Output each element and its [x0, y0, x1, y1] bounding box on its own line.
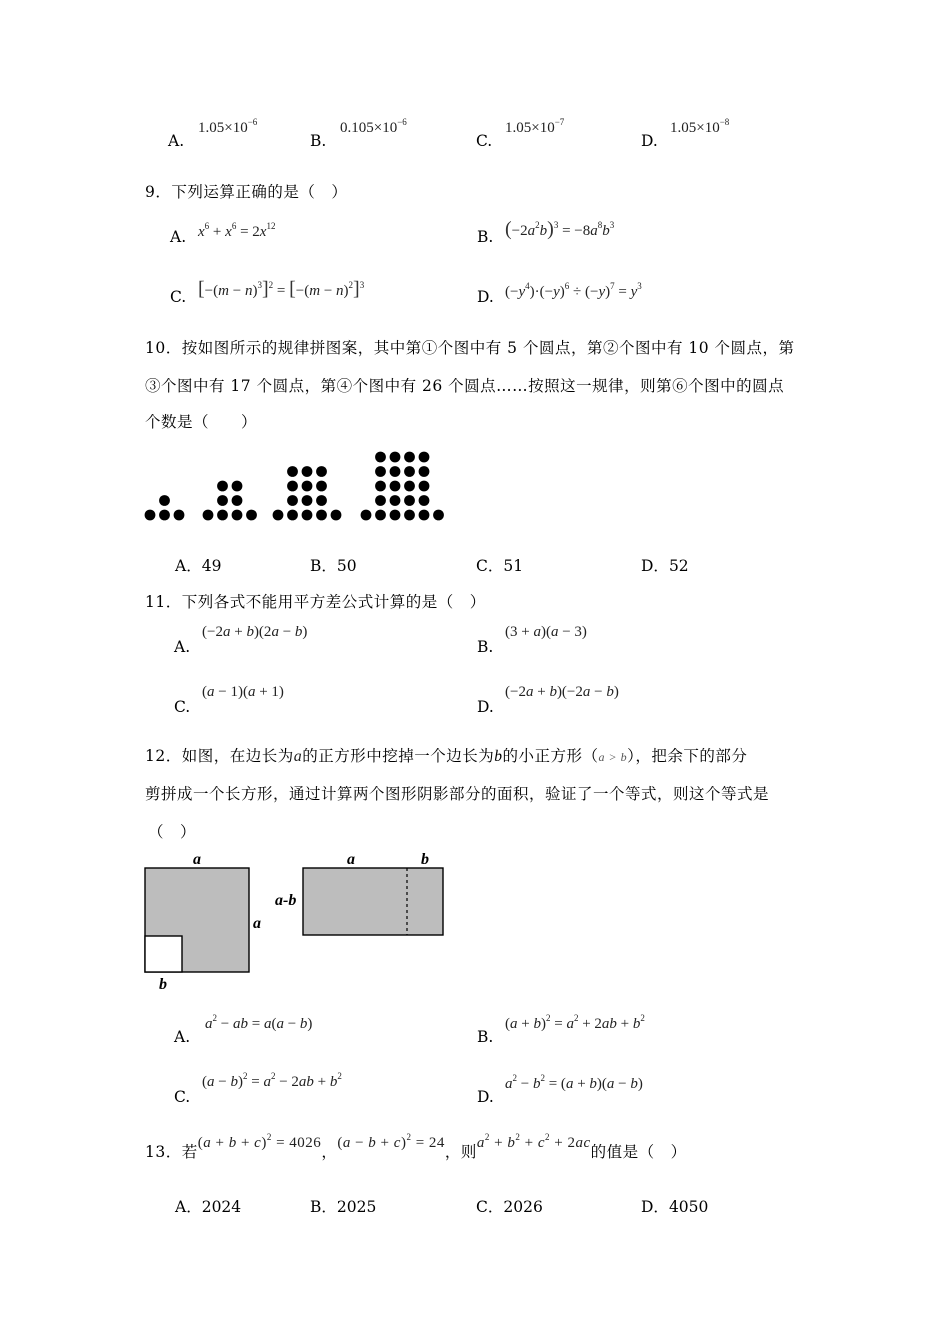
q10-dot: [316, 510, 327, 521]
q10-dot: [390, 481, 401, 492]
q8-option-d-expr: $1.05\times 10^{-8}$: [670, 117, 730, 136]
q9-option-c-expr: $[-(m - n)^3]^2 = [-(m - n)^2]^3$: [198, 278, 365, 300]
q10-dot: [287, 510, 298, 521]
q10-dot: [302, 510, 313, 521]
q10-dot: [302, 495, 313, 506]
q12-option-d-label: D.: [477, 1088, 494, 1106]
q12-label-rect-top-b: b: [421, 851, 429, 868]
q11-option-d-label: D.: [477, 698, 494, 716]
q10-dot: [419, 495, 430, 506]
q9-option-d-label: D.: [477, 288, 494, 306]
q10-option-c: C．51: [476, 557, 524, 575]
q10-dot: [302, 466, 313, 477]
q13-option-c: C．2026: [476, 1198, 543, 1216]
q10-dot: [390, 495, 401, 506]
q11-option-c-label: C.: [174, 698, 191, 716]
q10-dot: [203, 510, 214, 521]
q12-stem-line1: 12．如图，在边长为a的正方形中挖掉一个边长为b的小正方形（a > b），把余下的部分: [145, 747, 748, 765]
q10-dot: [287, 466, 298, 477]
q8-option-a-expr: $1.05\times 10^{-6}$: [198, 117, 258, 136]
q10-dot: [287, 495, 298, 506]
q12-stem-line2: 剪拼成一个长方形，通过计算两个图形阴影部分的面积，验证了一个等式，则这个等式是: [145, 785, 770, 803]
q11-option-b-expr: (3 + a)(a − 3): [505, 624, 587, 640]
q10-dot: [316, 495, 327, 506]
q10-dot: [404, 452, 415, 463]
q13-expr-1: $(a + b + c)^2 = 4026$: [197, 1132, 322, 1151]
q10-dot-pattern-figure: [140, 435, 450, 525]
q10-option-a: A．49: [175, 557, 222, 575]
q10-dot: [145, 510, 156, 521]
q9-option-d-expr: $(-y^4)\cdot(-y)^6 \div (-y)^7 = y^3$: [505, 281, 642, 300]
q12-label-rect-left: a-b: [275, 892, 297, 909]
q10-option-d: D．52: [641, 557, 689, 575]
q13-stem: 13．若$(a + b + c)^2 = 4026$，$(a - b + c)^2 = 24$，则$a^2 + b^2 + c^2 + 2ac$的值是（ ）: [145, 1132, 687, 1161]
q12-label-square-right: a: [253, 915, 261, 932]
q9-stem: 9．下列运算正确的是（ ）: [145, 183, 348, 201]
q8-option-c-expr: $1.05\times 10^{-7}$: [505, 117, 565, 136]
q11-option-d-expr: (−2a + b)(−2a − b): [505, 684, 619, 700]
q10-dot: [287, 481, 298, 492]
q9-option-b-label: B.: [477, 228, 494, 246]
q8-option-a-label: A.: [168, 132, 185, 150]
q12-rectangle: [303, 868, 443, 935]
q10-dot: [404, 466, 415, 477]
q8-option-b-label: B.: [310, 132, 327, 150]
q12-option-b-label: B.: [477, 1028, 494, 1046]
q12-square-figures: [135, 848, 455, 993]
q12-label-square-bottom: b: [159, 976, 167, 993]
q10-dot: [375, 452, 386, 463]
q11-option-a-label: A.: [174, 638, 191, 656]
q10-dot: [419, 481, 430, 492]
q11-stem: 11．下列各式不能用平方差公式计算的是（ ）: [145, 593, 486, 611]
q12-label-rect-top-a: a: [347, 851, 355, 868]
q10-dot: [217, 495, 228, 506]
q10-dot: [316, 481, 327, 492]
q10-stem-line2: ③个图中有 17 个圆点，第④个图中有 26 个圆点……按照这一规律，则第⑥个图中的圆点: [145, 377, 785, 395]
q10-dot: [273, 510, 284, 521]
q10-dot: [375, 481, 386, 492]
q12-option-c-expr: $(a - b)^2 = a^2 - 2ab + b^2$: [202, 1071, 342, 1090]
q13-option-b: B．2025: [310, 1198, 377, 1216]
q10-option-b: B．50: [310, 557, 357, 575]
q11-option-c-expr: (a − 1)(a + 1): [202, 684, 284, 700]
q10-dot: [419, 510, 430, 521]
q10-stem-line3: 个数是（ ）: [145, 413, 258, 431]
q10-dot: [302, 481, 313, 492]
q10-dot: [419, 452, 430, 463]
q12-label-square-top: a: [193, 851, 201, 868]
q10-dot: [361, 510, 372, 521]
q13-option-a: A．2024: [175, 1198, 242, 1216]
q10-dot: [390, 452, 401, 463]
q10-dot: [217, 481, 228, 492]
q10-dot: [232, 510, 243, 521]
q10-dot: [331, 510, 342, 521]
q9-option-b-expr: $(-2a^2b)^3 = -8a^8b^3$: [505, 218, 615, 240]
q10-stem-line1: 10．按如图所示的规律拼图案，其中第①个图中有 5 个圆点，第②个图中有 10 个圆点，第: [145, 339, 795, 357]
q10-dot: [404, 481, 415, 492]
q10-dot: [232, 481, 243, 492]
q8-option-c-label: C.: [476, 132, 493, 150]
q10-dot: [174, 510, 185, 521]
q10-dot: [390, 510, 401, 521]
q10-dot: [316, 466, 327, 477]
q10-dot: [159, 510, 170, 521]
q10-dot: [390, 466, 401, 477]
q10-dot: [375, 510, 386, 521]
q12-option-a-expr: $a^2$ − ab = a(a − b): [205, 1013, 313, 1032]
q12-small-square-cutout: [145, 936, 182, 972]
q8-option-b-expr: $0.105\times 10^{-6}$: [340, 117, 407, 136]
q13-option-d: D．4050: [641, 1198, 709, 1216]
q10-dot: [433, 510, 444, 521]
q10-dot: [419, 466, 430, 477]
q12-option-b-expr: $(a + b)^2 = a^2 + 2ab + b^2$: [505, 1013, 645, 1032]
q10-dot: [217, 510, 228, 521]
q10-dot: [246, 510, 257, 521]
q9-option-c-label: C.: [170, 288, 187, 306]
q9-option-a-expr: $x^6 + x^6 = 2x^{12}$: [198, 221, 276, 240]
q12-option-d-expr: $a^2 - b^2 = (a + b)(a - b)$: [505, 1073, 643, 1092]
q10-dot: [159, 495, 170, 506]
q10-dot: [404, 495, 415, 506]
q11-option-a-expr: (−2a + b)(2a − b): [202, 624, 308, 640]
q13-expr-2: $(a - b + c)^2 = 24$: [337, 1132, 445, 1151]
q12-option-c-label: C.: [174, 1088, 191, 1106]
q9-option-a-label: A.: [170, 228, 187, 246]
q10-dot: [404, 510, 415, 521]
q10-dot: [375, 466, 386, 477]
q8-option-d-label: D.: [641, 132, 658, 150]
q10-dot: [232, 495, 243, 506]
q10-dot: [375, 495, 386, 506]
q12-option-a-label: A.: [174, 1028, 191, 1046]
q13-expr-3: $a^2 + b^2 + c^2 + 2ac$: [476, 1132, 591, 1151]
q11-option-b-label: B.: [477, 638, 494, 656]
q12-stem-line3: （ ）: [148, 823, 197, 841]
